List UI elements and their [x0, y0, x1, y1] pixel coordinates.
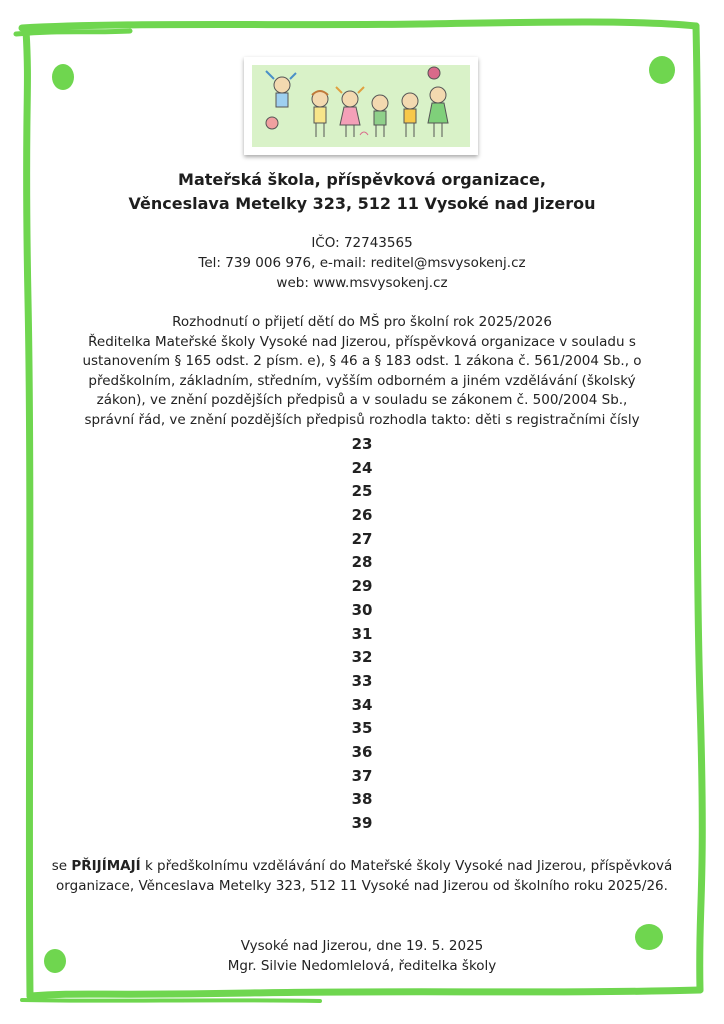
registration-number: 32 [351, 648, 373, 667]
registration-number: 28 [351, 553, 373, 572]
place-date: Vysoké nad Jizerou, dne 19. 5. 2025 [240, 938, 484, 954]
decorative-dot [52, 64, 74, 90]
decorative-dot [649, 56, 675, 84]
registration-number: 30 [351, 600, 373, 619]
registration-number: 35 [351, 719, 373, 738]
registration-number: 39 [351, 814, 373, 832]
registration-number: 27 [351, 529, 373, 548]
registration-number: 29 [351, 577, 373, 596]
registration-number: 25 [351, 482, 373, 501]
registration-number: 36 [351, 742, 373, 761]
registration-number: 37 [351, 766, 373, 785]
closing-suffix: k předškolnímu vzdělávání do Mateřské školy Vysoké nad Jizerou, příspěvková organizace, Věnceslava Metelky 323, 512 11 Vysoké nad Jizerou od školního roku 2025/26. [56, 858, 673, 894]
closing-paragraph [40, 856, 684, 896]
title-line-1: Mateřská škola, příspěvková organizace, [178, 170, 546, 189]
tel-email-text: Tel: 739 006 976, e-mail: reditel@msvysokenj.cz [198, 255, 526, 271]
registration-number: 26 [351, 506, 373, 525]
ico-text: IČO: 72743565 [311, 235, 413, 251]
contact-info [0, 233, 724, 293]
title-line-2: Věnceslava Metelky 323, 512 11 Vysoké nad Jizerou [128, 194, 596, 213]
decision-block [76, 313, 648, 430]
closing-emphasis: PŘIJÍMAJÍ [71, 858, 141, 874]
signatory-name: Mgr. Silvie Nedomlelová, ředitelka školy [227, 958, 497, 974]
web-text: web: www.msvysokenj.cz [276, 275, 448, 291]
decision-body: Ředitelka Mateřské školy Vysoké nad Jizerou, příspěvková organizace v souladu s ustanovením § 165 odst. 2 písm. e), § 46 a § 183 odst. 1 zákona č. 561/2004 Sb., o předškolním, základním, středním, vyšším odborném a jiném vzdělávání (školský zákon), ve znění pozdějších předpisů a v souladu se zákonem č. 500/2004 Sb., správní řád, ve znění pozdějších předpisů rozhodla takto: děti s registračními čísly [82, 333, 642, 428]
registration-number: 23 [351, 435, 373, 453]
decision-heading: Rozhodnutí o přijetí dětí do MŠ pro školní rok 2025/2026 [172, 314, 552, 330]
children-illustration [252, 65, 470, 147]
registration-number: 34 [351, 695, 373, 714]
signature-block [0, 936, 724, 976]
registration-number: 31 [351, 624, 373, 643]
registration-number: 33 [351, 671, 373, 690]
closing-prefix: se [51, 858, 72, 874]
registration-number: 24 [351, 458, 373, 477]
school-logo [244, 57, 478, 155]
registration-numbers-list [0, 433, 724, 836]
registration-number: 38 [351, 790, 373, 809]
school-name-heading [0, 168, 724, 216]
